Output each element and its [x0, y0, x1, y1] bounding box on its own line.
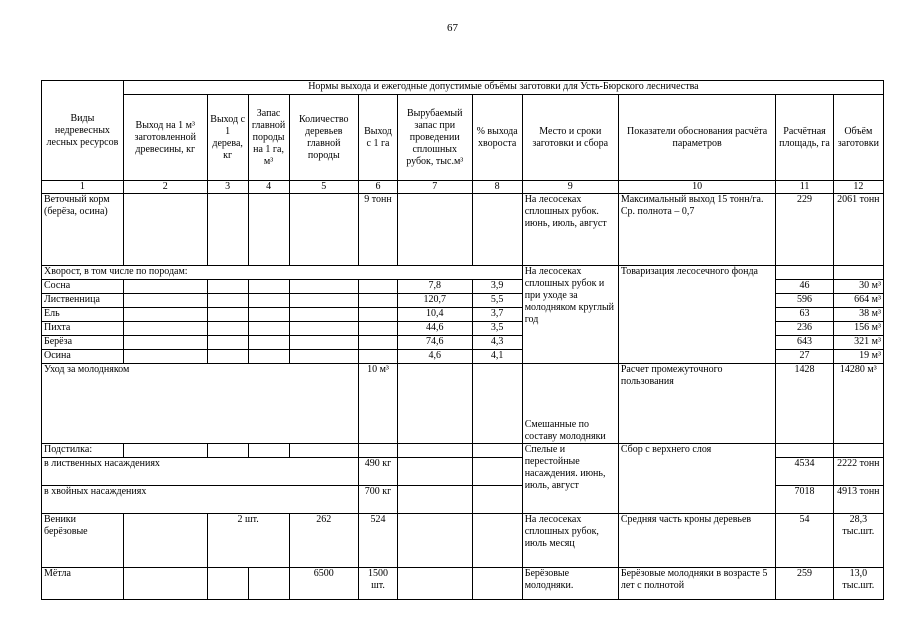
species-cut-volume: 4,6: [397, 350, 472, 364]
header-col12: Объём заготовки: [833, 95, 883, 181]
vetochny-basis-line2: Ср. полнота – 0,7: [620, 206, 695, 217]
row-name-vetochny: Веточный корм (берёза, осина): [42, 194, 124, 266]
metla-tree-count: 6500: [289, 568, 359, 600]
col-number: 1: [42, 181, 124, 194]
species-area: 27: [776, 350, 833, 364]
podstilka-row-volume: 4913 тонн: [833, 486, 883, 514]
venik-tree-count: 262: [289, 514, 359, 568]
col-number: 2: [123, 181, 207, 194]
uhod-place: Смешанные по составу молодняки: [522, 364, 618, 444]
header-col9: Место и сроки заготовки и сбора: [522, 95, 618, 181]
species-volume: 156 м³: [833, 322, 883, 336]
species-cut-volume: 10,4: [397, 308, 472, 322]
col-number: 10: [618, 181, 776, 194]
header-col4: Запас главной породы на 1 га, м³: [248, 95, 289, 181]
species-name: Ель: [42, 308, 124, 322]
venik-per-tree: 2 шт.: [207, 514, 289, 568]
podstilka-row-volume: 2222 тонн: [833, 458, 883, 486]
header-norms-title: Нормы выхода и ежегодные допустимые объёмы заготовки для Усть-Бюрского лесничества: [123, 81, 883, 95]
species-percent: 3,9: [472, 280, 522, 294]
podstilka-row-name: в хвойных насаждениях: [42, 486, 359, 514]
species-area: 596: [776, 294, 833, 308]
venik-yield: 524: [359, 514, 398, 568]
header-col10: Показатели обоснования расчёта параметров: [618, 95, 776, 181]
metla-yield: 1500 шт.: [359, 568, 398, 600]
hvorost-place: На лесосеках сплошных рубок и при уходе за молодняком круглый год: [522, 266, 618, 364]
header-col2: Выход на 1 м³ заготовленной древесины, кг: [123, 95, 207, 181]
species-name: Осина: [42, 350, 124, 364]
vetochny-area: 229: [776, 194, 833, 266]
uhod-volume: 14280 м³: [833, 364, 883, 444]
hvorost-basis: Товаризация лесосечного фонда: [618, 266, 776, 364]
species-percent: 3,5: [472, 322, 522, 336]
uhod-yield: 10 м³: [359, 364, 398, 444]
species-name: Берёза: [42, 336, 124, 350]
header-col8: % выхода хвороста: [472, 95, 522, 181]
species-cut-volume: 74,6: [397, 336, 472, 350]
species-area: 63: [776, 308, 833, 322]
podstilka-name: Подстилка:: [42, 444, 124, 458]
podstilka-row-yield: 490 кг: [359, 458, 398, 486]
vetochny-basis-line1: Максимальный выход 15 тонн/га.: [620, 194, 764, 205]
uhod-area: 1428: [776, 364, 833, 444]
header-col5: Количество деревьев главной породы: [289, 95, 359, 181]
venik-basis: Средняя часть кроны деревьев: [618, 514, 776, 568]
species-area: 236: [776, 322, 833, 336]
species-percent: 4,3: [472, 336, 522, 350]
metla-name: Мётла: [42, 568, 124, 600]
uhod-basis: Расчет промежуточного пользования: [618, 364, 776, 444]
metla-basis: Берёзовые молодняки в возрасте 5 лет с полнотой: [618, 568, 776, 600]
vetochny-yield: 9 тонн: [359, 194, 398, 266]
species-cut-volume: 120,7: [397, 294, 472, 308]
podstilka-row-area: 4534: [776, 458, 833, 486]
venik-volume: 28,3 тыс.шт.: [833, 514, 883, 568]
podstilka-row-name: в лиственных насаждениях: [42, 458, 359, 486]
vetochny-place: На лесосеках сплошных рубок. июнь, июль, август: [522, 194, 618, 266]
podstilka-place: Спелые и перестойные насаждения. июнь, июль, август: [522, 444, 618, 514]
species-percent: 4,1: [472, 350, 522, 364]
col-number: 3: [207, 181, 248, 194]
species-name: Сосна: [42, 280, 124, 294]
species-area: 643: [776, 336, 833, 350]
species-volume: 38 м³: [833, 308, 883, 322]
species-cut-volume: 44,6: [397, 322, 472, 336]
header-col3: Выход с 1 дерева, кг: [207, 95, 248, 181]
norms-table: [41, 80, 884, 600]
species-name: Лиственница: [42, 294, 124, 308]
col-number: 6: [359, 181, 398, 194]
col-number: 5: [289, 181, 359, 194]
header-col11: Расчётная площадь, га: [776, 95, 833, 181]
col-number: 8: [472, 181, 522, 194]
venik-place: На лесосеках сплошных рубок, июль месяц: [522, 514, 618, 568]
hvorost-title: Хворост, в том числе по породам:: [42, 266, 523, 280]
species-name: Пихта: [42, 322, 124, 336]
metla-volume: 13,0 тыс.шт.: [833, 568, 883, 600]
species-volume: 664 м³: [833, 294, 883, 308]
species-cut-volume: 7,8: [397, 280, 472, 294]
vetochny-volume: 2061 тонн: [833, 194, 883, 266]
col-number: 12: [833, 181, 883, 194]
species-volume: 321 м³: [833, 336, 883, 350]
metla-place: Берёзовые молодняки.: [522, 568, 618, 600]
header-col7: Вырубаемый запас при проведении сплошных рубок, тыс.м³: [397, 95, 472, 181]
uhod-name: Уход за молодняком: [42, 364, 359, 444]
header-col6: Выход с 1 га: [359, 95, 398, 181]
col-number: 7: [397, 181, 472, 194]
species-volume: 19 м³: [833, 350, 883, 364]
venik-name: Веники берёзовые: [42, 514, 124, 568]
podstilka-basis: Сбор с верхнего слоя: [618, 444, 776, 514]
species-percent: 5,5: [472, 294, 522, 308]
col-number: 9: [522, 181, 618, 194]
species-volume: 30 м³: [833, 280, 883, 294]
venik-area: 54: [776, 514, 833, 568]
page-number: 67: [447, 22, 458, 34]
metla-area: 259: [776, 568, 833, 600]
header-resource-type: Виды недревесных лесных ресурсов: [42, 81, 124, 181]
podstilka-row-yield: 700 кг: [359, 486, 398, 514]
species-percent: 3,7: [472, 308, 522, 322]
species-area: 46: [776, 280, 833, 294]
podstilka-row-area: 7018: [776, 486, 833, 514]
vetochny-basis: [618, 194, 776, 266]
col-number: 4: [248, 181, 289, 194]
col-number: 11: [776, 181, 833, 194]
